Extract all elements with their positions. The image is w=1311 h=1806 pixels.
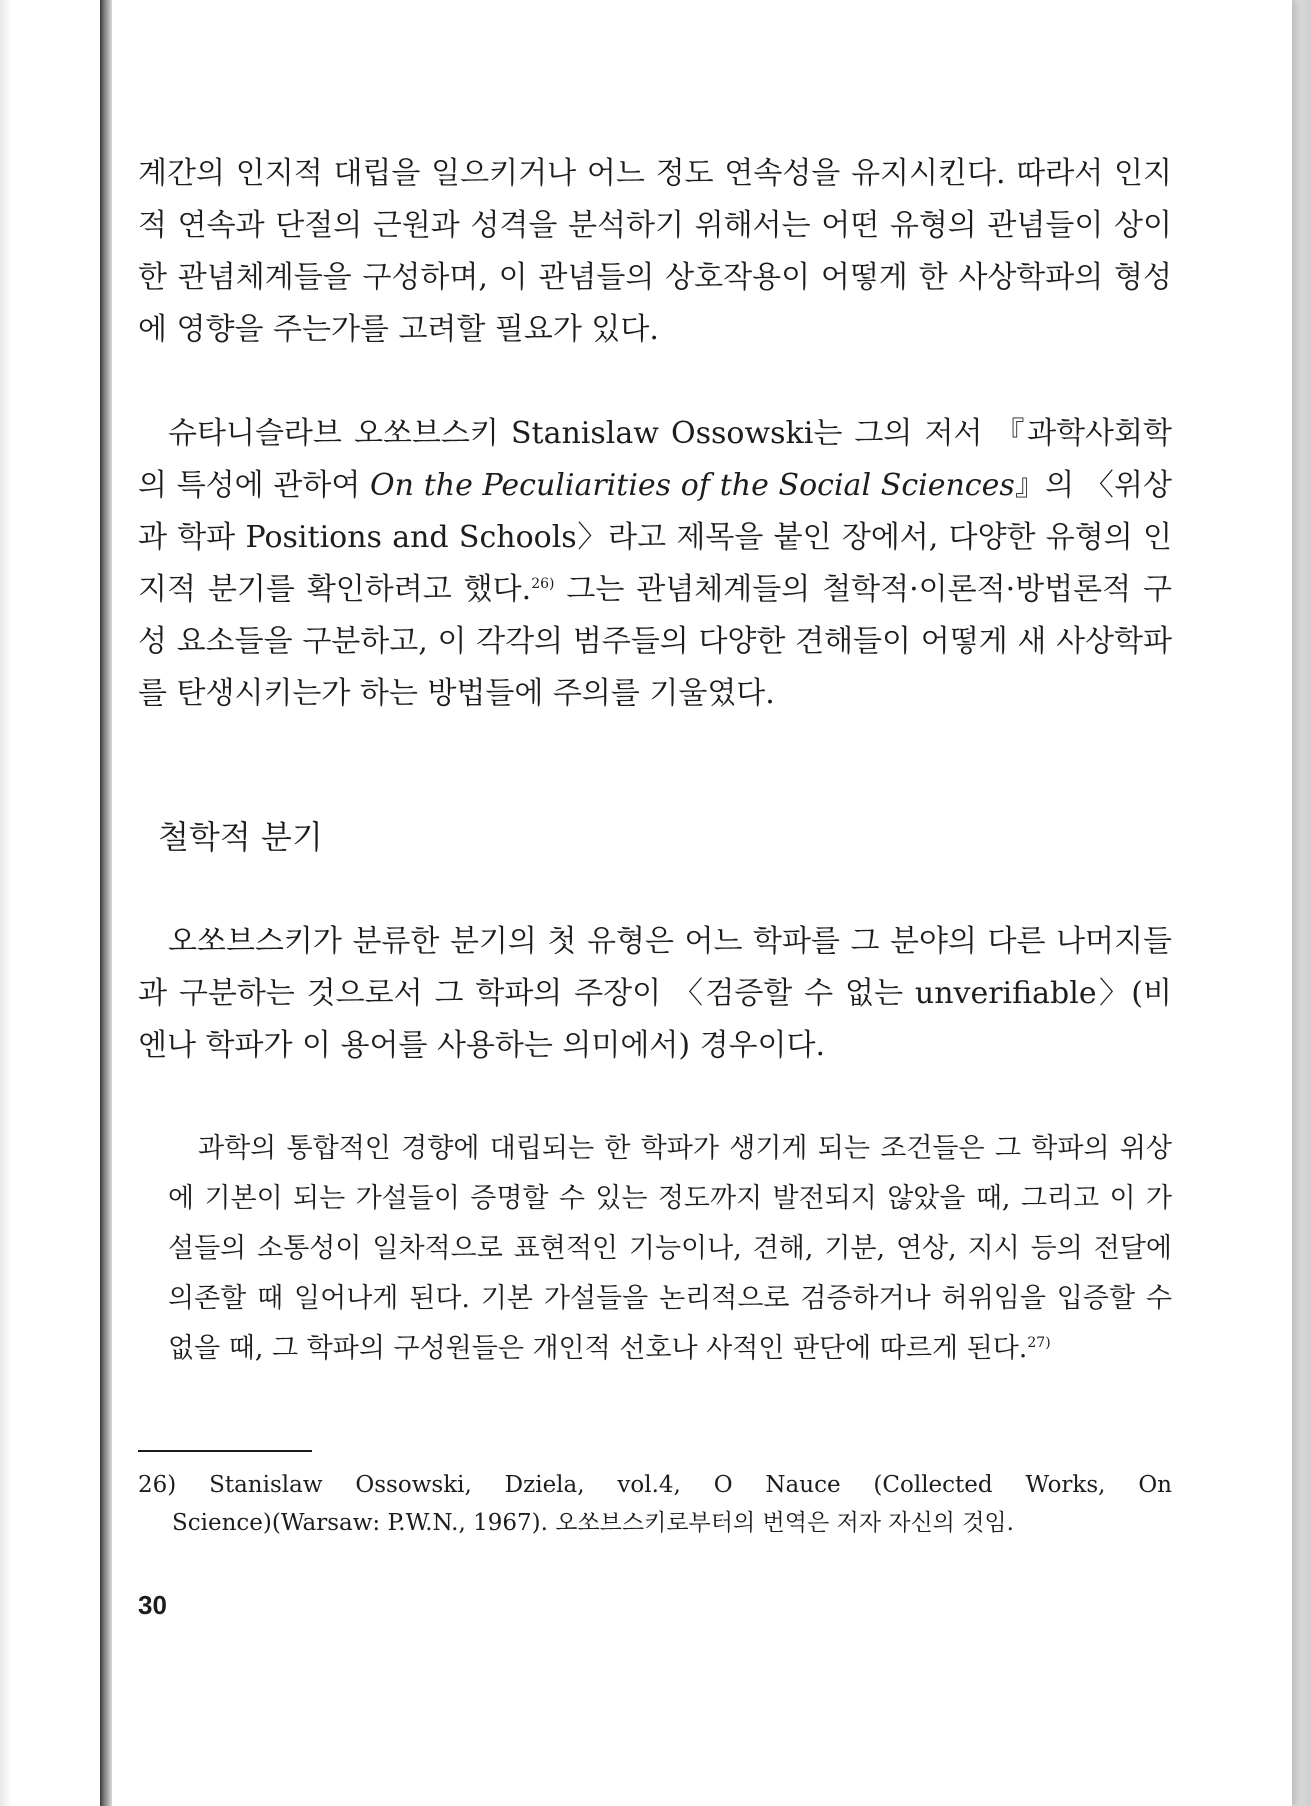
- paragraph-text-part: 슈타니슬라브 오쏘브스키 Stanislaw Ossowski는 그의 저서 『과학사회학의 특성에 관하여: [138, 416, 1172, 503]
- page-binding-edge: [100, 0, 112, 1806]
- body-paragraph-2: [138, 408, 1172, 720]
- footnote-divider: [138, 1450, 312, 1452]
- paragraph-text: [138, 916, 1172, 1072]
- paragraph-text-part: 그는 관념체계들의 철학적·이론적·방법론적 구성 요소들을 구분하고, 이 각각의 범주들의 다양한 견해들이 어떻게 새 사상학파를 탄생시키는가 하는 방법들에 주의를 기울였다.: [138, 572, 1173, 711]
- footnote-ref-26[interactable]: 26): [531, 576, 555, 592]
- body-paragraph-3: [138, 916, 1172, 1072]
- paragraph-text: [138, 408, 1172, 720]
- body-paragraph-1: [138, 148, 1172, 356]
- paragraph-text: 계간의 인지적 대립을 일으키거나 어느 정도 연속성을 유지시킨다. 따라서 인지적 연속과 단절의 근원과 성격을 분석하기 위해서는 어떤 유형의 관념들이 상이한 관념체계들을 구성하며, 이 관념들의 상호작용이 어떻게 한 사상학파의 형성에 영향을 주는가를 고려할 필요가 있다.: [138, 156, 1172, 347]
- footnote-ref-27[interactable]: 27): [1027, 1335, 1051, 1351]
- footnote-line: Science)(Warsaw: P.W.N., 1967). 오쏘브스키로부터의 번역은 저자 자신의 것임.: [172, 1510, 1014, 1536]
- quote-text-part: 과학의 통합적인 경향에 대립되는 한 학파가 생기게 되는 조건들은 그 학파의 위상에 기본이 되는 가설들이 증명할 수 있는 정도까지 발전되지 않았을 때, 그리고 이 가설들의 소통성이 일차적으로 표현적인 기능이나, 견해, 기분, 연상, 지시 등의 전달에 의존할 때 일어나게 된다. 기본 가설들을 논리적으로 검증하거나 허위임을 입증할 수 없을 때, 그 학파의 구성원들은 개인적 선호나 사적인 판단에 따르게 된다.: [168, 1133, 1172, 1364]
- paragraph-text-part: 』의 〈위상과 학파 Positions and Schools〉라고 제목을 붙인 장에서, 다양한 유형의 인지적 분기를 확인하려고 했다.: [138, 468, 1172, 607]
- block-quote: [168, 1124, 1172, 1374]
- section-heading: 철학적 분기: [158, 818, 323, 856]
- quote-text: [168, 1124, 1172, 1374]
- page-number: 30: [138, 1590, 167, 1620]
- footnote-26: [138, 1466, 1172, 1542]
- book-title-english: On the Peculiarities of the Social Sciences: [370, 468, 1015, 503]
- footnotes: [138, 1466, 1172, 1542]
- paragraph-text-part: 오쏘브스키가 분류한 분기의 첫 유형은 어느 학파를 그 분야의 다른 나머지들과 구분하는 것으로서 그 학파의 주장이 〈검증할 수 없는 unverifiable〉(비엔나 학파가 이 용어를 사용하는 의미에서) 경우이다.: [138, 924, 1172, 1063]
- footnote-line: 26) Stanislaw Ossowski, Dziela, vol.4, O Nauce (Collected Works, On: [138, 1472, 1172, 1498]
